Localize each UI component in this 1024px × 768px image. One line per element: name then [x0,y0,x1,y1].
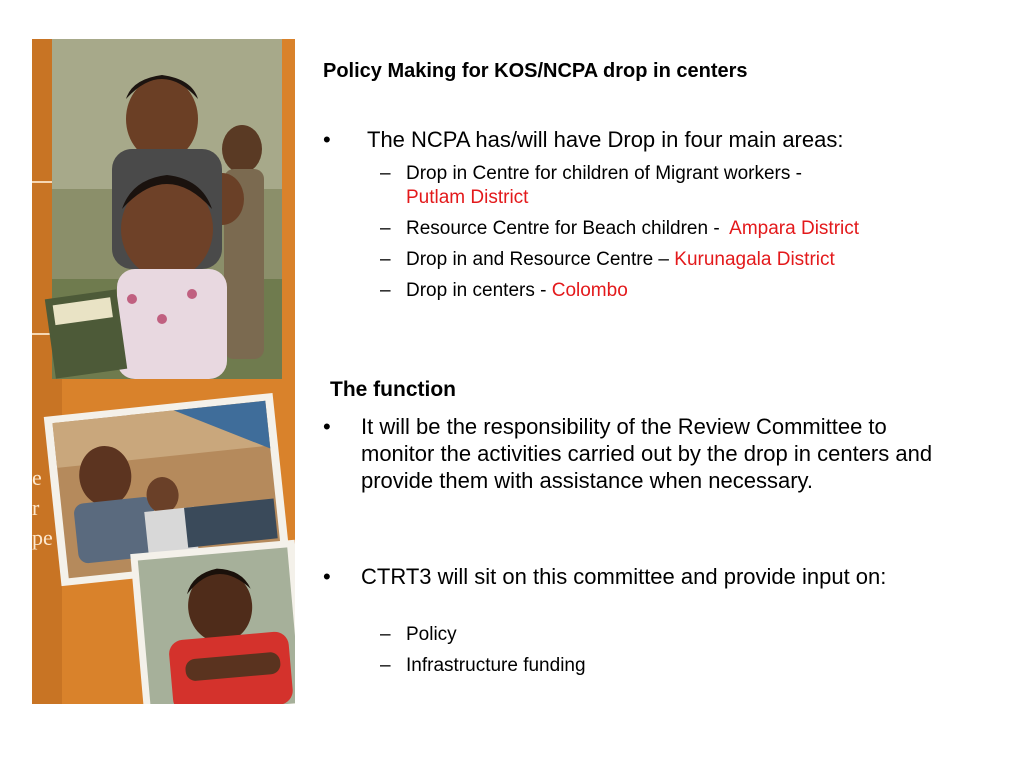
dash-symbol: – [380,163,391,184]
boy-photo [130,540,295,704]
area-item-text: Drop in Centre for children of Migrant workers - [406,163,802,184]
children-group-photo [45,39,282,379]
side-panel-text-2: r [32,495,40,520]
area-item-location: Colombo [551,280,628,301]
dash-symbol: – [380,249,391,270]
dash-symbol: – [380,624,391,645]
area-item-location: Putlam District [406,187,529,208]
slide-title: Policy Making for KOS/NCPA drop in centers [323,60,748,82]
photo-collage [32,39,295,704]
bullet-symbol: • [323,414,331,439]
function-bullet-text: CTRT3 will sit on this committee and provide input on: [361,564,887,589]
intro-bullet [323,127,843,153]
input-item-text: Policy [406,624,457,645]
function-heading: The function [330,378,456,401]
area-item-location: Ampara District [729,218,860,239]
side-panel-text-1: e [32,465,42,490]
input-item-text: Infrastructure funding [406,655,586,676]
dash-symbol: – [380,280,391,301]
area-item-text: Drop in and Resource Centre – Kurunagala District [406,249,835,270]
area-item-text: Resource Centre for Beach children - Ampara District [406,218,860,239]
intro-bullet-text: The NCPA has/will have Drop in four main areas: [367,127,844,152]
function-bullet-text: It will be the responsibility of the Review Committee to monitor the activities carried out by the drop in centers and provide them with assistance when necessary. [361,414,933,493]
dash-symbol: – [380,655,391,676]
dash-symbol: – [380,218,391,239]
bullet-symbol: • [323,564,331,589]
area-item-location: Kurunagala District [674,249,835,270]
bullet-symbol: • [323,127,331,152]
side-panel-text-3: pe [32,525,53,550]
children-photo-collage-image [32,39,295,704]
area-item-text: Drop in centers - Colombo [406,280,628,301]
